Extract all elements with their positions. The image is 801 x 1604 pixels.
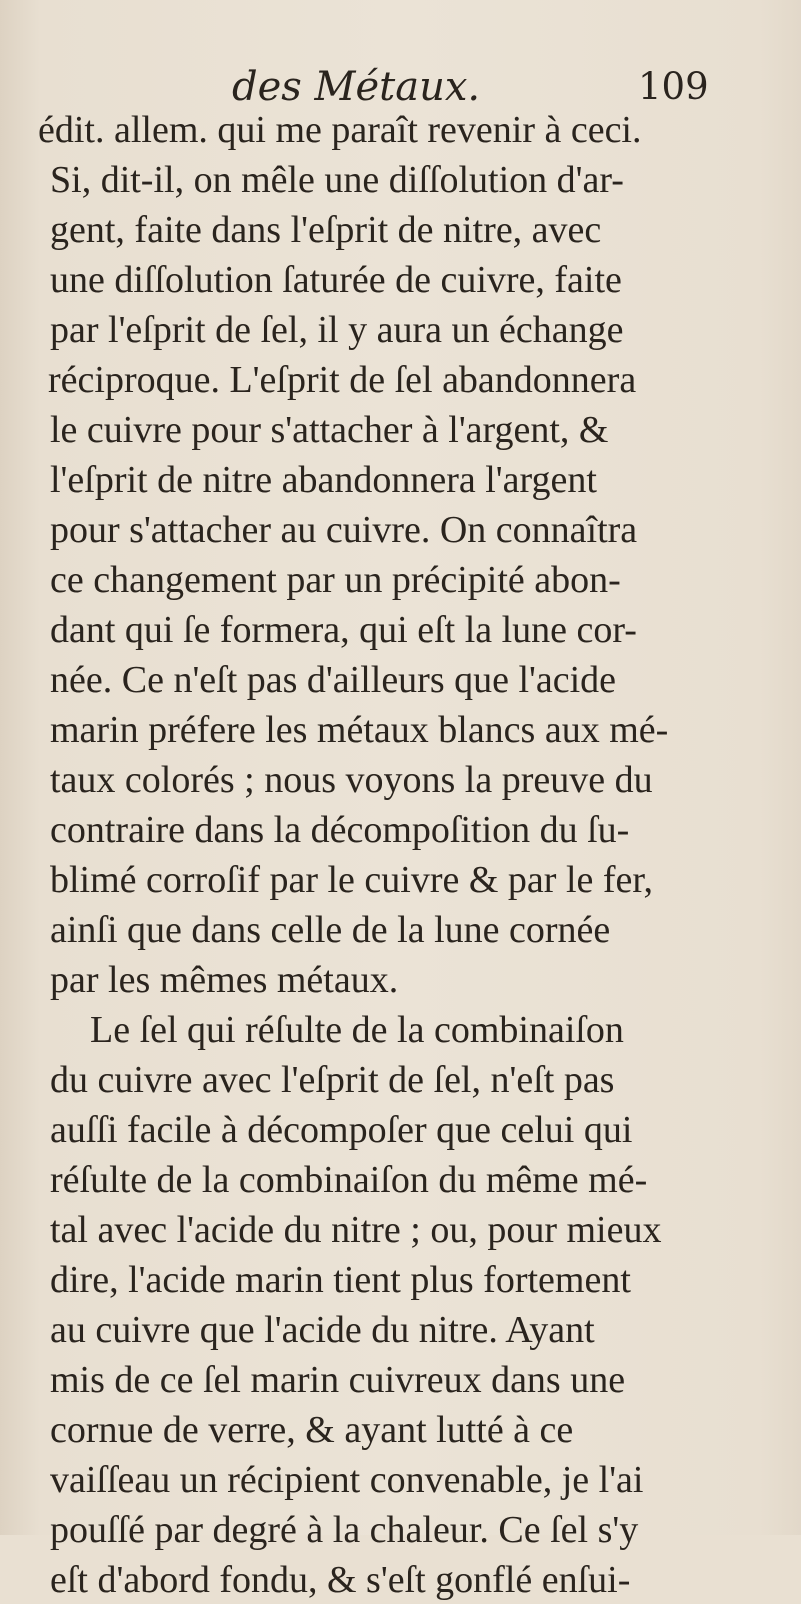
text-line: le cuivre pour s'attacher à l'argent, &: [50, 409, 609, 451]
text-line: tal avec l'acide du nitre ; ou, pour mieux: [50, 1209, 662, 1251]
text-line: gent, faite dans l'eſprit de nitre, avec: [50, 209, 602, 251]
text-line: contraire dans la décompoſition du ſu-: [50, 809, 630, 851]
text-line: par les mêmes métaux.: [50, 959, 399, 1001]
text-line: dire, l'acide marin tient plus fortement: [50, 1259, 631, 1301]
text-line: réciproque. L'eſprit de ſel abandonnera: [48, 359, 637, 401]
text-line: l'eſprit de nitre abandonnera l'argent: [50, 459, 597, 501]
text-line: ainſi que dans celle de la lune cornée: [50, 909, 611, 951]
text-line: auſſi facile à décompoſer que celui qui: [50, 1109, 633, 1151]
text-line: pouſſé par degré à la chaleur. Ce ſel s'y: [50, 1509, 639, 1551]
text-line: eſt d'abord fondu, & s'eſt gonflé enſui-: [50, 1559, 631, 1601]
text-line: dant qui ſe formera, qui eſt la lune cor-: [50, 609, 637, 651]
text-line: ce changement par un précipité abon-: [50, 559, 621, 601]
text-line: cornue de verre, & ayant lutté à ce: [50, 1409, 574, 1451]
text-line: au cuivre que l'acide du nitre. Ayant: [50, 1309, 595, 1351]
text-line: marin préfere les métaux blancs aux mé-: [50, 709, 669, 751]
text-line: vaiſſeau un récipient convenable, je l'ai: [50, 1459, 644, 1501]
running-title: des Métaux.: [232, 64, 481, 110]
text-line: blimé corroſif par le cuivre & par le fer,: [50, 859, 654, 901]
text-line: par l'eſprit de ſel, il y aura un échange: [50, 309, 624, 351]
text-line: réſulte de la combinaiſon du même mé-: [50, 1159, 648, 1201]
text-line: née. Ce n'eſt pas d'ailleurs que l'acide: [50, 659, 617, 701]
text-line: une diſſolution ſaturée de cuivre, faite: [50, 259, 622, 301]
page-number: 109: [638, 65, 709, 108]
text-line: Si, dit-il, on mêle une diſſolution d'ar-: [50, 159, 624, 201]
page-header: [0, 62, 801, 112]
text-line: édit. allem. qui me paraît revenir à ceci.: [38, 109, 642, 151]
text-line: taux colorés ; nous voyons la preuve du: [50, 759, 653, 801]
text-line: pour s'attacher au cuivre. On connaîtra: [50, 509, 638, 551]
text-line: Le ſel qui réſulte de la combinaiſon: [90, 1009, 624, 1051]
text-line: mis de ce ſel marin cuivreux dans une: [50, 1359, 626, 1401]
text-line: du cuivre avec l'eſprit de ſel, n'eſt pas: [50, 1059, 615, 1101]
